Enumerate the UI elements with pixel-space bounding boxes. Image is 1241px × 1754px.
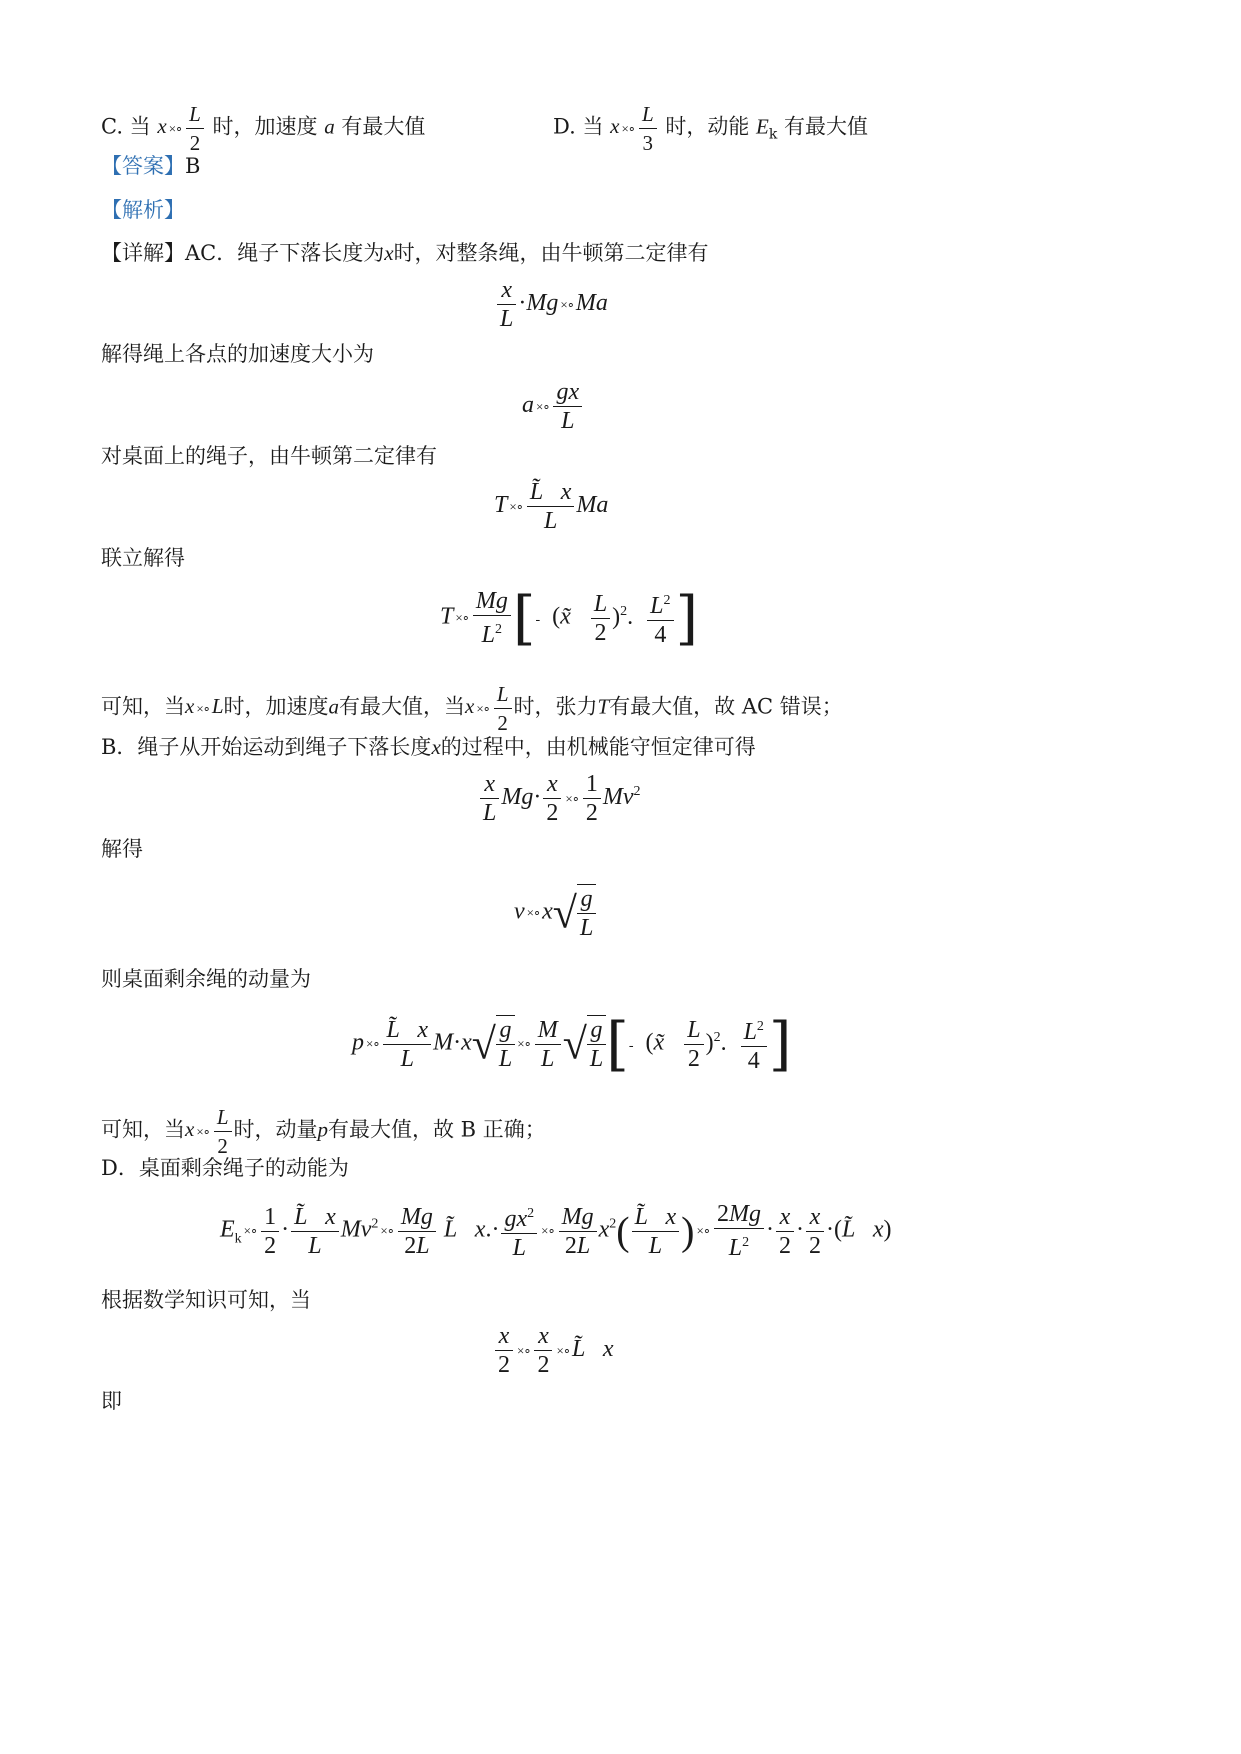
para-b-b: 的过程中，由机械能守恒定律可得 (440, 735, 756, 759)
conclusion-b-expr: x ×∘ $\frac{L}{2}$ (185, 1117, 234, 1141)
equation-velocity: v ×∘x√ $\frac{g}{L}$ (514, 884, 596, 942)
analysis-tag: 【解析】 (101, 198, 185, 222)
option-d-expr: x ×∘ $\frac{L}{3}$ (610, 114, 659, 138)
conclusion-b-c: 有最大值，故 B 正确； (328, 1117, 546, 1142)
conclusion-ac-b: 时，加速度 (223, 694, 329, 719)
para-b-a: B．绳子从开始运动到绳子下落长度 (101, 735, 432, 759)
conclusion-ac-var-t: T (597, 694, 610, 719)
equation-newton-rope: $\frac{x}{L}$ ·Mg ×∘Ma (495, 276, 608, 333)
conclusion-ac-e: 有最大值，故 AC 错误； (609, 694, 843, 719)
option-d (553, 100, 868, 157)
equation-momentum: p ×∘ $\frac{L̃ x}{L}$ M·x√ $\frac{g}{L}$ ×∘ $\frac{M}{L}$ √ $\frac{g}{L}$ [- (x̃ $\frac{L}{2}$ )$^2$. $\frac{L^2}{4}$ ] (352, 1010, 792, 1078)
equation-extremum-condition: $\frac{x}{2}$ ×∘ $\frac{x}{2}$ ×∘L̃ x (493, 1322, 614, 1379)
para-table-rope: 对桌面上的绳子，由牛顿第二定律有 (101, 444, 437, 468)
para-ji: 即 (101, 1389, 122, 1413)
conclusion-ac-expr1: x ×∘L (185, 694, 224, 719)
conclusion-b-b: 时，动量 (233, 1117, 318, 1142)
detail-line-b: 时，对整条绳，由牛顿第二定律有 (393, 241, 709, 265)
equation-tension: T ×∘ $\frac{L̃ x}{L}$ Ma (494, 479, 609, 534)
conclusion-ac-expr2: x ×∘ $\frac{L}{2}$ (465, 694, 514, 718)
option-c-expr: x ×∘ $\frac{L}{2}$ (157, 114, 206, 138)
para-math: 根据数学知识可知，当 (101, 1288, 311, 1312)
equation-tension-combined: T ×∘ $\frac{Mg}{L^2}$ [- (x̃ $\frac{L}{2}$ )$^2$. $\frac{L^2}{4}$ ] (440, 584, 699, 652)
option-d-var: E (756, 114, 769, 139)
conclusion-ac-a: 可知，当 (101, 694, 185, 719)
para-combine: 联立解得 (101, 546, 185, 570)
detail-var-x: x (384, 241, 394, 265)
conclusion-ac-var-a: a (328, 694, 339, 719)
answer-line (101, 153, 200, 179)
detail-line (101, 240, 709, 266)
conclusion-ac-c: 有最大值，当 (339, 694, 465, 719)
answer-value: B (185, 154, 201, 178)
option-d-prefix: D. 当 (553, 114, 604, 139)
option-c (101, 100, 425, 157)
equation-kinetic-energy: $E_k\times\circ$ $\frac{1}{2}$ · $\frac{L̃ x}{L}$ $Mv^2$ ×∘ $\frac{Mg}{2L}$ L̃ x.· $\frac{gx^2}{L}$ ×∘ $\frac{Mg}{2L}$ $x^2$( $\frac{L̃ x}{L}$ ) ×∘ $\frac{2Mg}{L^2}$ · $\frac{x}{2}$ · $\frac{x}{2}$ ·(L̃ x) (220, 1201, 892, 1261)
conclusion-ac-d: 时，张力 (513, 694, 598, 719)
para-conclusion-ac (101, 680, 843, 737)
equation-acceleration: a ×∘ $\frac{gx}{L}$ (522, 378, 584, 435)
option-d-sub: k (768, 126, 778, 143)
para-solve: 解得 (101, 837, 143, 861)
option-d-suffix: 时，动能 (665, 114, 750, 139)
para-d: D．桌面剩余绳子的动能为 (101, 1156, 349, 1180)
option-d-tail: 有最大值 (784, 114, 869, 139)
option-c-suffix: 时，加速度 (212, 114, 318, 139)
equation-energy-conservation: $\frac{x}{L}$ Mg· $\frac{x}{2}$ ×∘ $\frac{1}{2}$ Mv$^2$ (478, 770, 641, 827)
para-momentum: 则桌面剩余绳的动量为 (101, 967, 311, 991)
option-c-tail: 有最大值 (341, 114, 426, 139)
conclusion-b-var-p: p (317, 1117, 328, 1142)
para-b-var-x: x (431, 735, 441, 759)
para-b (101, 734, 756, 760)
answer-tag: 【答案】 (101, 154, 185, 178)
conclusion-b-a: 可知，当 (101, 1117, 185, 1142)
para-conclusion-b (101, 1103, 546, 1160)
detail-line-a: 【详解】AC．绳子下落长度为 (101, 241, 385, 265)
option-c-prefix: C. 当 (101, 114, 151, 139)
para-acceleration: 解得绳上各点的加速度大小为 (101, 342, 374, 366)
option-c-var: a (324, 114, 335, 139)
